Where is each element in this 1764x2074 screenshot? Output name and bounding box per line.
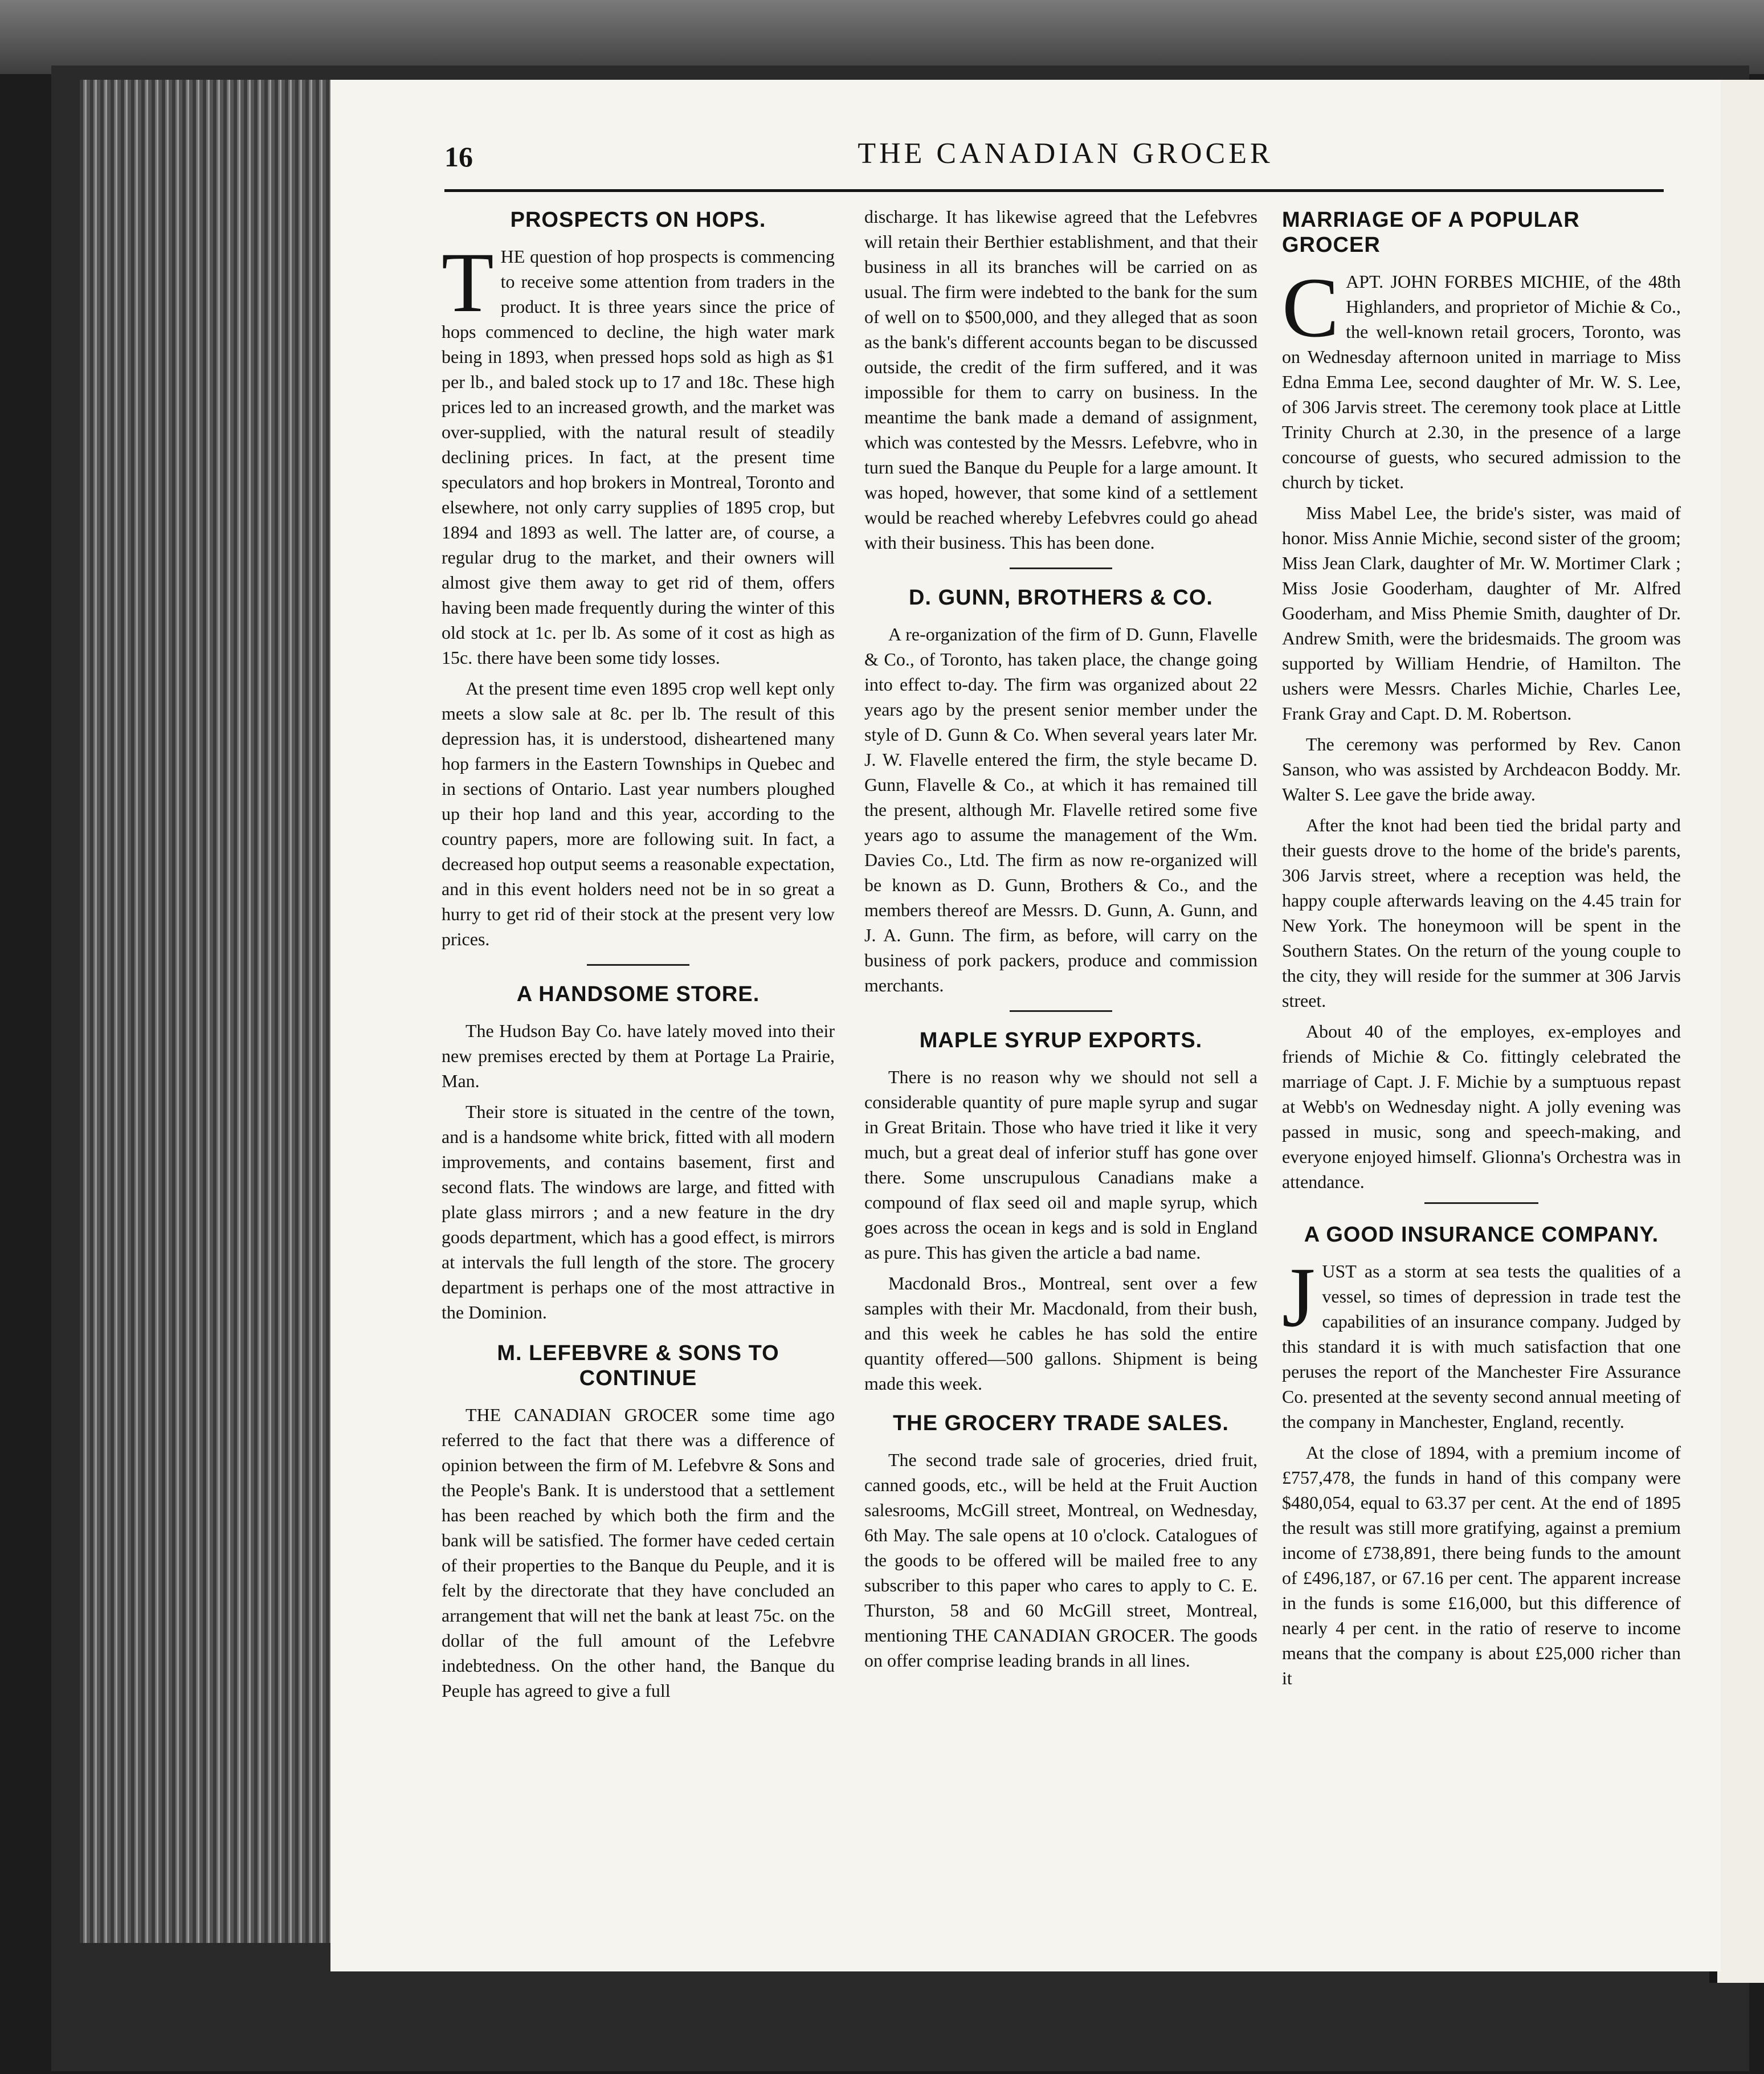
section-divider bbox=[587, 964, 689, 966]
book-page-edges bbox=[80, 80, 353, 1943]
section-divider bbox=[1010, 1010, 1112, 1012]
maple-paragraph-2: Macdonald Bros., Montreal, sent over a few samples with their Mr. Macdonald, from their bush, and this week he cables he has sold the entire quantity offered—500 gallons. Shipment is being made this week. bbox=[864, 1273, 1257, 1394]
drop-cap-j: J bbox=[1282, 1250, 1316, 1345]
drop-cap-t: T bbox=[442, 235, 494, 330]
column-2 bbox=[864, 204, 1257, 1679]
header-rule bbox=[444, 189, 1664, 192]
page-number: 16 bbox=[444, 141, 473, 173]
sales-paragraph-1: The second trade sale of groceries, dried fruit, canned goods, etc., will be held at the Fruit Auction salesrooms, McGill street, Montreal, on Wednesday, 6th May. The sale opens at 10 o'clock. Catalogues of the goods to be offered will be mailed free to any subscriber to this paper who cares to apply to C. E. Thurston, 58 and 60 McGill street, Montreal, mentioning THE CANADIAN GROCER. The goods on offer comprise leading brands in all lines. bbox=[864, 1450, 1257, 1671]
lefebvre-heading: M. LEFEBVRE & SONS TO CONTINUE bbox=[497, 1341, 779, 1390]
lefebvre-continued: discharge. It has likewise agreed that the Lefebvres will retain their Berthier establishment, and that their business in all its branches will be carried on as usual. The firm were indebted to the bank for the sum of well on to $500,000, and they alleged that as soon as the bank's different accounts began to be discussed outside, the credit of the firm suffered, and it was impossible for them to carry on business. In the meantime the bank made a demand of assignment, which was contested by the Messrs. Lefebvre, who in turn sued the Banque du Peuple for a large amount. It was hoped, however, that some kind of a settlement would be reached whereby Lefebvres could go ahead with their business. This has been done. bbox=[864, 206, 1257, 553]
store-paragraph-1: The Hudson Bay Co. have lately moved into their new premises erected by them at Portage La Prairie, Man. bbox=[442, 1020, 835, 1091]
section-divider bbox=[1424, 1202, 1538, 1204]
section-divider bbox=[1010, 568, 1112, 569]
marriage-paragraph-3: The ceremony was performed by Rev. Canon Sanson, who was assisted by Archdeacon Boddy. Mr. Walter S. Lee gave the bride away. bbox=[1282, 734, 1681, 805]
maple-paragraph-1: There is no reason why we should not sell a considerable quantity of pure maple syrup and sugar in Great Britain. Those who have tried it like it very much, but a great deal of inferior stuff has gone over there. Some unscrupulous Canadians make a compound of flax seed oil and maple syrup, which goes across the ocean in kegs and is sold in England as pure. This has given the article a bad name. bbox=[864, 1067, 1257, 1263]
journal-title: THE CANADIAN GROCER bbox=[858, 137, 1273, 170]
gunn-paragraph-1: A re-organization of the firm of D. Gunn, Flavelle & Co., of Toronto, has taken place, the change going into effect to-day. The firm was organized about 22 years ago by the present senior member under the style of D. Gunn & Co. When several years later Mr. J. W. Flavelle entered the firm, the style became D. Gunn, Flavelle & Co., at which it has remained till the present, although Mr. Flavelle retired some five years ago to assume the management of the Wm. Davies Co., Ltd. The firm as now re-organized will be known as D. Gunn, Brothers & Co., and the members thereof are Messrs. D. Gunn, A. Gunn, and J. A. Gunn. The firm, as before, will carry on the business of pork packers, produce and commission merchants. bbox=[864, 624, 1257, 995]
marriage-paragraph-2: Miss Mabel Lee, the bride's sister, was maid of honor. Miss Annie Michie, second sister of the groom; Miss Jean Clark, daughter of Mr. W. Mortimer Clark ; Miss Josie Gooderham, daughter of Mr. Alfred Gooderham, and Miss Phemie Smith, daughter of Dr. Andrew Smith, were the bridesmaids. The groom was supported by William Hendrie, of Hamilton. The ushers were Messrs. Charles Michie, Charles Lee, Frank Gray and Capt. D. M. Robertson. bbox=[1282, 503, 1681, 724]
scan-background-top bbox=[0, 0, 1764, 74]
insurance-paragraph-1: JUST as a storm at sea tests the qualities of a vessel, so times of depression in trade test the capabilities of an insurance company. Judged by this standard it is with much satisfaction that one peruses the report of the Manchester Fire Assurance Co. presented at the seventy second annual meeting of the company in Manchester, England, recently. bbox=[1282, 1250, 1681, 1432]
marriage-paragraph-4: After the knot had been tied the bridal party and their guests drove to the home of the bride's parents, 306 Jarvis street, where a reception was held, the happy couple afterwards leaving on the 4.45 train for New York. The honeymoon will be spent in the Southern States. On the return of the young couple to the city, they will reside for the summer at 306 Jarvis street. bbox=[1282, 815, 1681, 1011]
hops-paragraph-1: THE question of hop prospects is commencing to receive some attention from traders in the product. It is three years since the price of hops commenced to decline, the high water mark being in 1893, when pressed hops sold as high as $1 per lb., and baled stock up to 17 and 18c. These high prices led to an increased growth, and the market was over-supplied, with the natural result of steadily declining prices. In fact, at the present time speculators and hop brokers in Montreal, Toronto and elsewhere, not only carry supplies of 1895 crop, but 1894 and 1893 as well. The latter are, of course, a regular drug to the market, and their owners will almost give them away to get rid of them, offers having been made frequently during the winter of this old stock at 1c. per lb. As some of it cost as high as 15c. there have been some tidy losses. bbox=[442, 235, 835, 668]
column-3 bbox=[1282, 199, 1681, 1696]
store-heading: A HANDSOME STORE. bbox=[516, 982, 760, 1006]
page-header bbox=[444, 137, 1687, 188]
marriage-paragraph-1: CAPT. JOHN FORBES MICHIE, of the 48th Highlanders, and proprietor of Michie & Co., the well-known retail grocers, Toronto, was on Wednesday afternoon united in marriage to Miss Edna Emma Lee, second daughter of Mr. W. S. Lee, of 306 Jarvis street. The ceremony took place at Little Trinity Church at 2.30, in the presence of a large concourse of guests, who secured admission to the church by ticket. bbox=[1282, 260, 1681, 492]
column-1 bbox=[442, 199, 835, 1709]
maple-heading: MAPLE SYRUP EXPORTS. bbox=[919, 1028, 1203, 1052]
drop-cap-c: C bbox=[1282, 260, 1340, 355]
hops-paragraph-2: At the present time even 1895 crop well kept only meets a slow sale at 8c. per lb. The result of this depression has, it is understood, disheartened many hop farmers in the Eastern Townships in Quebec and in sections of Ontario. Last year numbers ploughed up their hop land and this year, according to the country papers, more are following suit. In fact, a decreased hop output seems a reasonable expectation, and in this event holders need not be in so great a hurry to get rid of their stock at the present very low prices. bbox=[442, 678, 835, 949]
gunn-heading: D. GUNN, BROTHERS & CO. bbox=[909, 586, 1213, 610]
store-paragraph-2: Their store is situated in the centre of the town, and is a handsome white brick, fitted with all modern improvements, and contains basement, first and second flats. The windows are large, and fitted with plate glass mirrors ; and a new feature in the dry goods department, which has a good effect, is mirrors at intervals the full length of the store. The grocery department is perhaps one of the most attractive in the Dominion. bbox=[442, 1101, 835, 1322]
lefebvre-paragraph-1: THE CANADIAN GROCER some time ago referred to the fact that there was a difference of opinion between the firm of M. Lefebvre & Sons and the People's Bank. It is understood that a settlement has been reached by which both the firm and the bank will be satisfied. The former have ceded certain of their properties to the Banque du Peuple, and it is felt by the directorate that they have concluded an arrangement that will net the bank at least 75c. on the dollar of the full amount of the Lefebvre indebtedness. On the other hand, the Banque du Peuple has agreed to give a full bbox=[442, 1405, 835, 1701]
insurance-heading: A GOOD INSURANCE COMPANY. bbox=[1304, 1223, 1659, 1247]
hops-heading: PROSPECTS ON HOPS. bbox=[510, 208, 766, 232]
insurance-paragraph-2: At the close of 1894, with a premium income of £757,478, the funds in hand of this company were $480,054, equal to 63.37 per cent. At the end of 1895 the result was still more gratifying, against a premium income of £738,891, there being funds to the amount of £496,187, or 67.16 per cent. The apparent increase in the funds is some £16,000, but this difference of nearly 4 per cent. in the ratio of reserve to income means that the company is about £25,000 richer than it bbox=[1282, 1442, 1681, 1688]
sales-heading: THE GROCERY TRADE SALES. bbox=[893, 1411, 1229, 1435]
marriage-paragraph-5: About 40 of the employes, ex-employes and friends of Michie & Co. fittingly celebrated the marriage of Capt. J. F. Michie by a sumptuous repast at Webb's on Wednesday night. A jolly evening was passed in music, song and speech-making, and everyone enjoyed himself. Glionna's Orchestra was in attendance. bbox=[1282, 1021, 1681, 1192]
marriage-heading: MARRIAGE OF A POPULAR GROCER bbox=[1282, 208, 1580, 257]
newspaper-page bbox=[330, 80, 1721, 1971]
